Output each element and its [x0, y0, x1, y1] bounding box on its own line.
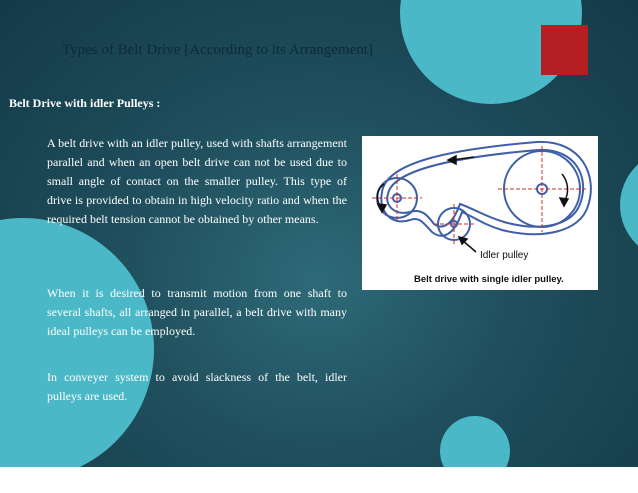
- paragraph-1: A belt drive with an idler pulley, used with shafts arrangement parallel and when an open belt drive can not be used due to small angle of contact on the smaller pulley. This type of drive is provided to obtain in high velocity ratio and when the required belt tension cannot be obtained by other means.: [47, 136, 347, 226]
- decorative-circle-bottom: [440, 416, 510, 467]
- bottom-margin: [0, 467, 638, 493]
- decorative-circle-right: [620, 150, 638, 260]
- diagram-svg: [362, 136, 598, 290]
- accent-rectangle: [541, 25, 588, 75]
- diagram-caption: Belt drive with single idler pulley.: [414, 274, 564, 285]
- section-subtitle: Belt Drive with idler Pulleys :: [9, 96, 161, 110]
- idler-pulley-label: Idler pulley: [480, 250, 529, 261]
- idler-pulley-diagram: [362, 136, 598, 290]
- paragraph-3: In conveyer system to avoid slackness of the belt, idler pulleys are used.: [47, 370, 347, 403]
- paragraph-2: When it is desired to transmit motion from one shaft to several shafts, all arranged in parallel, a belt drive with many ideal pulleys can be employed.: [47, 286, 347, 338]
- large-pulley-rotation-arrowhead: [560, 198, 568, 206]
- decorative-circle-left: [0, 218, 154, 467]
- slide-title: Types of Belt Drive [According to its Arrangement]: [62, 42, 373, 58]
